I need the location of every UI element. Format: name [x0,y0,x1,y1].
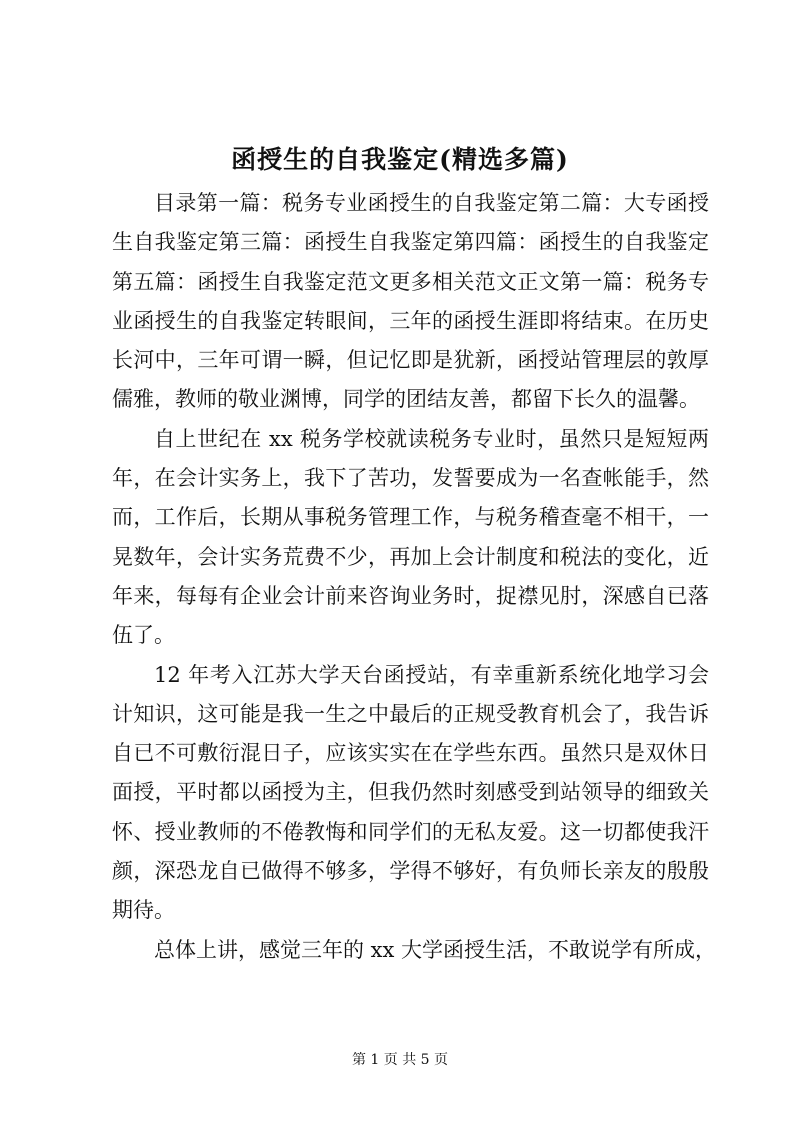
text-line: 业函授生的自我鉴定转眼间，三年的函授生涯即将结束。在历史 [112,308,709,333]
text-line: 期待。 [112,898,175,923]
text-line: 颜，深恐龙自已做得不够多，学得不够好，有负师长亲友的殷殷 [112,859,709,884]
text-line: 面授，平时都以函授为主，但我仍然时刻感受到站领导的细致关 [112,780,709,805]
text-line: 伍了。 [112,623,175,648]
text-line: 怀、授业教师的不倦教悔和同学们的无私友爱。这一切都使我汗 [112,819,709,844]
paragraph-study [112,656,709,931]
document-body [112,184,717,970]
text-line: 儒雅，教师的敬业渊博，同学的团结友善，都留下长久的温馨。 [112,387,700,412]
text-line: 生自我鉴定第三篇：函授生自我鉴定第四篇：函授生的自我鉴定 [112,230,709,255]
paragraph-summary [112,931,717,970]
text-line: 计知识，这可能是我一生之中最后的正规受教育机会了，我告诉 [112,701,709,726]
text-line: 晃数年，会计实务荒费不少，再加上会计制度和税法的变化，近 [112,544,709,569]
text-line: 自已不可敷衍混日子，应该实实在在学些东西。虽然只是双休日 [112,741,709,766]
text-line: 长河中，三年可谓一瞬，但记忆即是犹新，函授站管理层的敦厚 [112,348,709,373]
document-title: 函授生的自我鉴定(精选多篇) [231,145,569,174]
text-line: 第五篇：函授生自我鉴定范文更多相关范文正文第一篇：税务专 [112,269,709,294]
page-number-footer: 第 1 页 共 5 页 [351,1052,449,1068]
text-line: 总体上讲，感觉三年的 xx 大学函授生活，不敢说学有所成， [154,937,717,962]
text-line: 而，工作后，长期从事税务管理工作，与税务稽查毫不相干，一 [112,505,709,530]
text-line: 12 年考入江苏大学天台函授站，有幸重新系统化地学习会 [154,662,709,687]
text-line: 年，在会计实务上，我下了苦功，发誓要成为一名查帐能手，然 [112,466,709,491]
text-line: 年来，每每有企业会计前来咨询业务时，捉襟见肘，深感自已落 [112,583,709,608]
paragraph-background [112,420,709,656]
paragraph-toc [112,184,709,420]
text-line: 自上世纪在 xx 税务学校就读税务专业时，虽然只是短短两 [154,426,709,451]
text-line: 目录第一篇：税务专业函授生的自我鉴定第二篇：大专函授 [154,191,709,215]
